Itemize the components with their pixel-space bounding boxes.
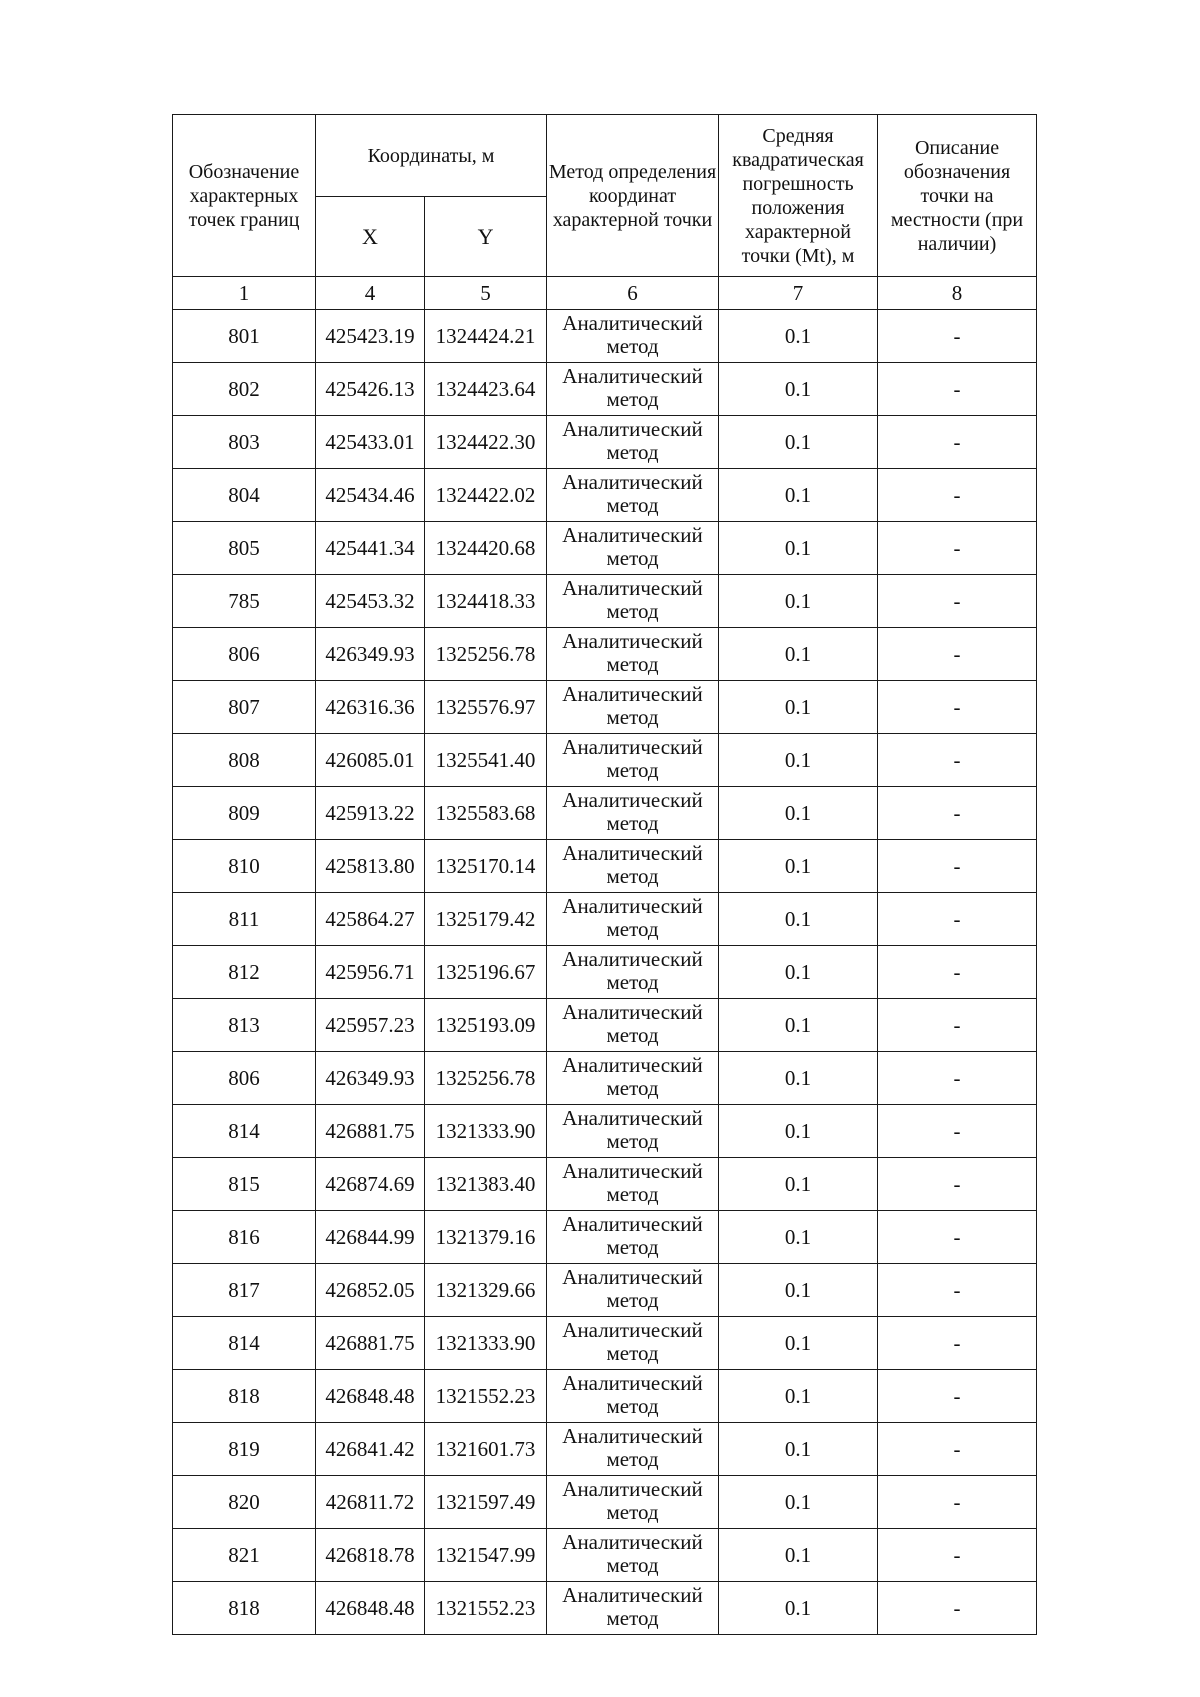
y-coordinate-cell: 1321597.49 [425, 1476, 547, 1529]
error-cell: 0.1 [719, 681, 878, 734]
error-cell: 0.1 [719, 469, 878, 522]
method-line-2: метод [606, 599, 659, 623]
error-cell: 0.1 [719, 1529, 878, 1582]
point-cell: 814 [173, 1105, 316, 1158]
description-cell: - [878, 946, 1037, 999]
error-cell: 0.1 [719, 1582, 878, 1635]
table-header [173, 115, 1037, 310]
error-cell: 0.1 [719, 999, 878, 1052]
point-cell: 815 [173, 1158, 316, 1211]
point-cell: 818 [173, 1370, 316, 1423]
table-row [173, 1264, 1037, 1317]
error-cell: 0.1 [719, 1158, 878, 1211]
error-cell: 0.1 [719, 1476, 878, 1529]
method-line-1: Аналитический [562, 576, 703, 600]
method-line-2: метод [606, 1023, 659, 1047]
table-row [173, 1582, 1037, 1635]
method-cell [547, 1264, 719, 1317]
point-cell: 803 [173, 416, 316, 469]
method-cell [547, 1582, 719, 1635]
y-coordinate-cell: 1325541.40 [425, 734, 547, 787]
x-coordinate-cell: 425426.13 [316, 363, 425, 416]
method-cell [547, 1476, 719, 1529]
error-cell: 0.1 [719, 946, 878, 999]
table-row [173, 946, 1037, 999]
point-cell: 801 [173, 310, 316, 363]
method-line-2: метод [606, 917, 659, 941]
x-coordinate-cell: 426881.75 [316, 1317, 425, 1370]
table-row [173, 1529, 1037, 1582]
method-line-2: метод [606, 758, 659, 782]
point-cell: 821 [173, 1529, 316, 1582]
description-cell: - [878, 1264, 1037, 1317]
y-coordinate-cell: 1321333.90 [425, 1105, 547, 1158]
table-row [173, 469, 1037, 522]
method-line-2: метод [606, 546, 659, 570]
header-coordinates: Координаты, м [316, 115, 547, 197]
point-cell: 814 [173, 1317, 316, 1370]
description-cell: - [878, 1582, 1037, 1635]
method-line-1: Аналитический [562, 629, 703, 653]
x-coordinate-cell: 425913.22 [316, 787, 425, 840]
method-line-1: Аналитический [562, 364, 703, 388]
point-cell: 809 [173, 787, 316, 840]
x-coordinate-cell: 426811.72 [316, 1476, 425, 1529]
method-line-1: Аналитический [562, 894, 703, 918]
x-coordinate-cell: 426085.01 [316, 734, 425, 787]
y-coordinate-cell: 1321552.23 [425, 1582, 547, 1635]
table-row [173, 1105, 1037, 1158]
point-cell: 818 [173, 1582, 316, 1635]
x-coordinate-cell: 425433.01 [316, 416, 425, 469]
method-line-1: Аналитический [562, 735, 703, 759]
description-cell: - [878, 1211, 1037, 1264]
point-cell: 819 [173, 1423, 316, 1476]
method-line-2: метод [606, 1182, 659, 1206]
point-cell: 817 [173, 1264, 316, 1317]
method-cell [547, 1105, 719, 1158]
x-coordinate-cell: 425434.46 [316, 469, 425, 522]
table-row [173, 1370, 1037, 1423]
method-line-1: Аналитический [562, 1053, 703, 1077]
method-cell [547, 416, 719, 469]
method-line-2: метод [606, 864, 659, 888]
method-cell [547, 363, 719, 416]
y-coordinate-cell: 1325256.78 [425, 1052, 547, 1105]
point-cell: 816 [173, 1211, 316, 1264]
method-line-2: метод [606, 1606, 659, 1630]
point-cell: 804 [173, 469, 316, 522]
error-cell: 0.1 [719, 310, 878, 363]
table-row [173, 1317, 1037, 1370]
y-coordinate-cell: 1324420.68 [425, 522, 547, 575]
method-line-2: метод [606, 1288, 659, 1312]
point-cell: 802 [173, 363, 316, 416]
method-line-2: метод [606, 1447, 659, 1471]
error-cell: 0.1 [719, 363, 878, 416]
method-line-2: метод [606, 1553, 659, 1577]
method-line-1: Аналитический [562, 470, 703, 494]
x-coordinate-cell: 426848.48 [316, 1582, 425, 1635]
error-cell: 0.1 [719, 522, 878, 575]
error-cell: 0.1 [719, 1211, 878, 1264]
point-cell: 811 [173, 893, 316, 946]
method-line-2: метод [606, 1129, 659, 1153]
y-coordinate-cell: 1325170.14 [425, 840, 547, 893]
description-cell: - [878, 1423, 1037, 1476]
method-line-2: метод [606, 493, 659, 517]
method-cell [547, 1317, 719, 1370]
x-coordinate-cell: 426852.05 [316, 1264, 425, 1317]
method-line-1: Аналитический [562, 841, 703, 865]
x-coordinate-cell: 425813.80 [316, 840, 425, 893]
method-cell [547, 681, 719, 734]
y-coordinate-cell: 1321379.16 [425, 1211, 547, 1264]
x-coordinate-cell: 426841.42 [316, 1423, 425, 1476]
method-line-2: метод [606, 811, 659, 835]
method-line-2: метод [606, 652, 659, 676]
header-description: Описание обозначения точки на местности (при наличии) [878, 115, 1037, 277]
method-cell [547, 1370, 719, 1423]
method-cell [547, 893, 719, 946]
y-coordinate-cell: 1325576.97 [425, 681, 547, 734]
table-row [173, 734, 1037, 787]
header-x: X [316, 197, 425, 277]
table-row [173, 999, 1037, 1052]
method-line-1: Аналитический [562, 1106, 703, 1130]
method-cell [547, 734, 719, 787]
method-cell [547, 999, 719, 1052]
description-cell: - [878, 310, 1037, 363]
description-cell: - [878, 787, 1037, 840]
method-cell [547, 1052, 719, 1105]
method-line-1: Аналитический [562, 1159, 703, 1183]
x-coordinate-cell: 426881.75 [316, 1105, 425, 1158]
method-cell [547, 1423, 719, 1476]
table-row [173, 522, 1037, 575]
description-cell: - [878, 1105, 1037, 1158]
method-line-2: метод [606, 1500, 659, 1524]
method-line-1: Аналитический [562, 1477, 703, 1501]
point-cell: 813 [173, 999, 316, 1052]
method-cell [547, 787, 719, 840]
table-row [173, 893, 1037, 946]
x-coordinate-cell: 426818.78 [316, 1529, 425, 1582]
error-cell: 0.1 [719, 1264, 878, 1317]
table-row [173, 416, 1037, 469]
method-line-1: Аналитический [562, 417, 703, 441]
method-line-1: Аналитический [562, 1583, 703, 1607]
method-cell [547, 575, 719, 628]
table-row [173, 1423, 1037, 1476]
method-cell [547, 522, 719, 575]
header-method: Метод определения координат характерной точки [547, 115, 719, 277]
y-coordinate-cell: 1321601.73 [425, 1423, 547, 1476]
description-cell: - [878, 1158, 1037, 1211]
header-error: Средняя квадратическая погрешность положения характерной точки (Mt), м [719, 115, 878, 277]
y-coordinate-cell: 1321333.90 [425, 1317, 547, 1370]
description-cell: - [878, 628, 1037, 681]
method-line-1: Аналитический [562, 1318, 703, 1342]
description-cell: - [878, 363, 1037, 416]
error-cell: 0.1 [719, 840, 878, 893]
method-line-2: метод [606, 1235, 659, 1259]
error-cell: 0.1 [719, 575, 878, 628]
x-coordinate-cell: 426316.36 [316, 681, 425, 734]
description-cell: - [878, 893, 1037, 946]
y-coordinate-cell: 1321329.66 [425, 1264, 547, 1317]
method-line-2: метод [606, 970, 659, 994]
x-coordinate-cell: 425423.19 [316, 310, 425, 363]
y-coordinate-cell: 1321383.40 [425, 1158, 547, 1211]
method-cell [547, 469, 719, 522]
method-line-1: Аналитический [562, 1530, 703, 1554]
point-cell: 810 [173, 840, 316, 893]
header-y: Y [425, 197, 547, 277]
method-line-1: Аналитический [562, 523, 703, 547]
y-coordinate-cell: 1324424.21 [425, 310, 547, 363]
method-line-1: Аналитический [562, 1371, 703, 1395]
method-line-1: Аналитический [562, 682, 703, 706]
table-row [173, 1476, 1037, 1529]
x-coordinate-cell: 426349.93 [316, 628, 425, 681]
description-cell: - [878, 416, 1037, 469]
description-cell: - [878, 734, 1037, 787]
error-cell: 0.1 [719, 1052, 878, 1105]
method-line-2: метод [606, 1394, 659, 1418]
y-coordinate-cell: 1324422.30 [425, 416, 547, 469]
method-line-1: Аналитический [562, 1265, 703, 1289]
column-number: 7 [719, 277, 878, 310]
point-cell: 808 [173, 734, 316, 787]
table-row [173, 681, 1037, 734]
x-coordinate-cell: 426844.99 [316, 1211, 425, 1264]
method-line-1: Аналитический [562, 1212, 703, 1236]
description-cell: - [878, 840, 1037, 893]
error-cell: 0.1 [719, 893, 878, 946]
table-row [173, 787, 1037, 840]
method-cell [547, 946, 719, 999]
method-line-2: метод [606, 440, 659, 464]
x-coordinate-cell: 425957.23 [316, 999, 425, 1052]
x-coordinate-cell: 426349.93 [316, 1052, 425, 1105]
y-coordinate-cell: 1325583.68 [425, 787, 547, 840]
y-coordinate-cell: 1324422.02 [425, 469, 547, 522]
x-coordinate-cell: 425956.71 [316, 946, 425, 999]
description-cell: - [878, 469, 1037, 522]
error-cell: 0.1 [719, 628, 878, 681]
method-line-1: Аналитический [562, 1424, 703, 1448]
table-row [173, 628, 1037, 681]
error-cell: 0.1 [719, 416, 878, 469]
description-cell: - [878, 1476, 1037, 1529]
table-row [173, 840, 1037, 893]
error-cell: 0.1 [719, 1370, 878, 1423]
description-cell: - [878, 999, 1037, 1052]
table-row [173, 575, 1037, 628]
x-coordinate-cell: 426848.48 [316, 1370, 425, 1423]
error-cell: 0.1 [719, 734, 878, 787]
y-coordinate-cell: 1324418.33 [425, 575, 547, 628]
boundary-points-table [172, 114, 1037, 1635]
method-line-2: метод [606, 334, 659, 358]
y-coordinate-cell: 1321547.99 [425, 1529, 547, 1582]
method-line-2: метод [606, 1341, 659, 1365]
column-numbers-row [173, 277, 1037, 310]
error-cell: 0.1 [719, 1317, 878, 1370]
method-line-1: Аналитический [562, 788, 703, 812]
method-cell [547, 840, 719, 893]
method-cell [547, 628, 719, 681]
error-cell: 0.1 [719, 1105, 878, 1158]
method-cell [547, 1211, 719, 1264]
description-cell: - [878, 1370, 1037, 1423]
table-row [173, 1052, 1037, 1105]
error-cell: 0.1 [719, 787, 878, 840]
description-cell: - [878, 1317, 1037, 1370]
description-cell: - [878, 1052, 1037, 1105]
method-line-1: Аналитический [562, 1000, 703, 1024]
y-coordinate-cell: 1325179.42 [425, 893, 547, 946]
method-cell [547, 1529, 719, 1582]
table-row [173, 363, 1037, 416]
x-coordinate-cell: 425441.34 [316, 522, 425, 575]
column-number: 1 [173, 277, 316, 310]
column-number: 8 [878, 277, 1037, 310]
method-line-2: метод [606, 705, 659, 729]
method-cell [547, 1158, 719, 1211]
header-point: Обозначение характерных точек границ [173, 115, 316, 277]
point-cell: 806 [173, 628, 316, 681]
point-cell: 812 [173, 946, 316, 999]
point-cell: 785 [173, 575, 316, 628]
column-number: 6 [547, 277, 719, 310]
method-line-1: Аналитический [562, 947, 703, 971]
y-coordinate-cell: 1324423.64 [425, 363, 547, 416]
point-cell: 805 [173, 522, 316, 575]
description-cell: - [878, 681, 1037, 734]
description-cell: - [878, 575, 1037, 628]
method-line-2: метод [606, 1076, 659, 1100]
error-cell: 0.1 [719, 1423, 878, 1476]
description-cell: - [878, 522, 1037, 575]
method-line-2: метод [606, 387, 659, 411]
table-row [173, 310, 1037, 363]
x-coordinate-cell: 425864.27 [316, 893, 425, 946]
x-coordinate-cell: 426874.69 [316, 1158, 425, 1211]
point-cell: 807 [173, 681, 316, 734]
table-row [173, 1211, 1037, 1264]
method-cell [547, 310, 719, 363]
table-body [173, 310, 1037, 1635]
point-cell: 806 [173, 1052, 316, 1105]
y-coordinate-cell: 1325196.67 [425, 946, 547, 999]
x-coordinate-cell: 425453.32 [316, 575, 425, 628]
point-cell: 820 [173, 1476, 316, 1529]
method-line-1: Аналитический [562, 311, 703, 335]
y-coordinate-cell: 1325256.78 [425, 628, 547, 681]
table-row [173, 1158, 1037, 1211]
description-cell: - [878, 1529, 1037, 1582]
y-coordinate-cell: 1321552.23 [425, 1370, 547, 1423]
column-number: 5 [425, 277, 547, 310]
y-coordinate-cell: 1325193.09 [425, 999, 547, 1052]
column-number: 4 [316, 277, 425, 310]
